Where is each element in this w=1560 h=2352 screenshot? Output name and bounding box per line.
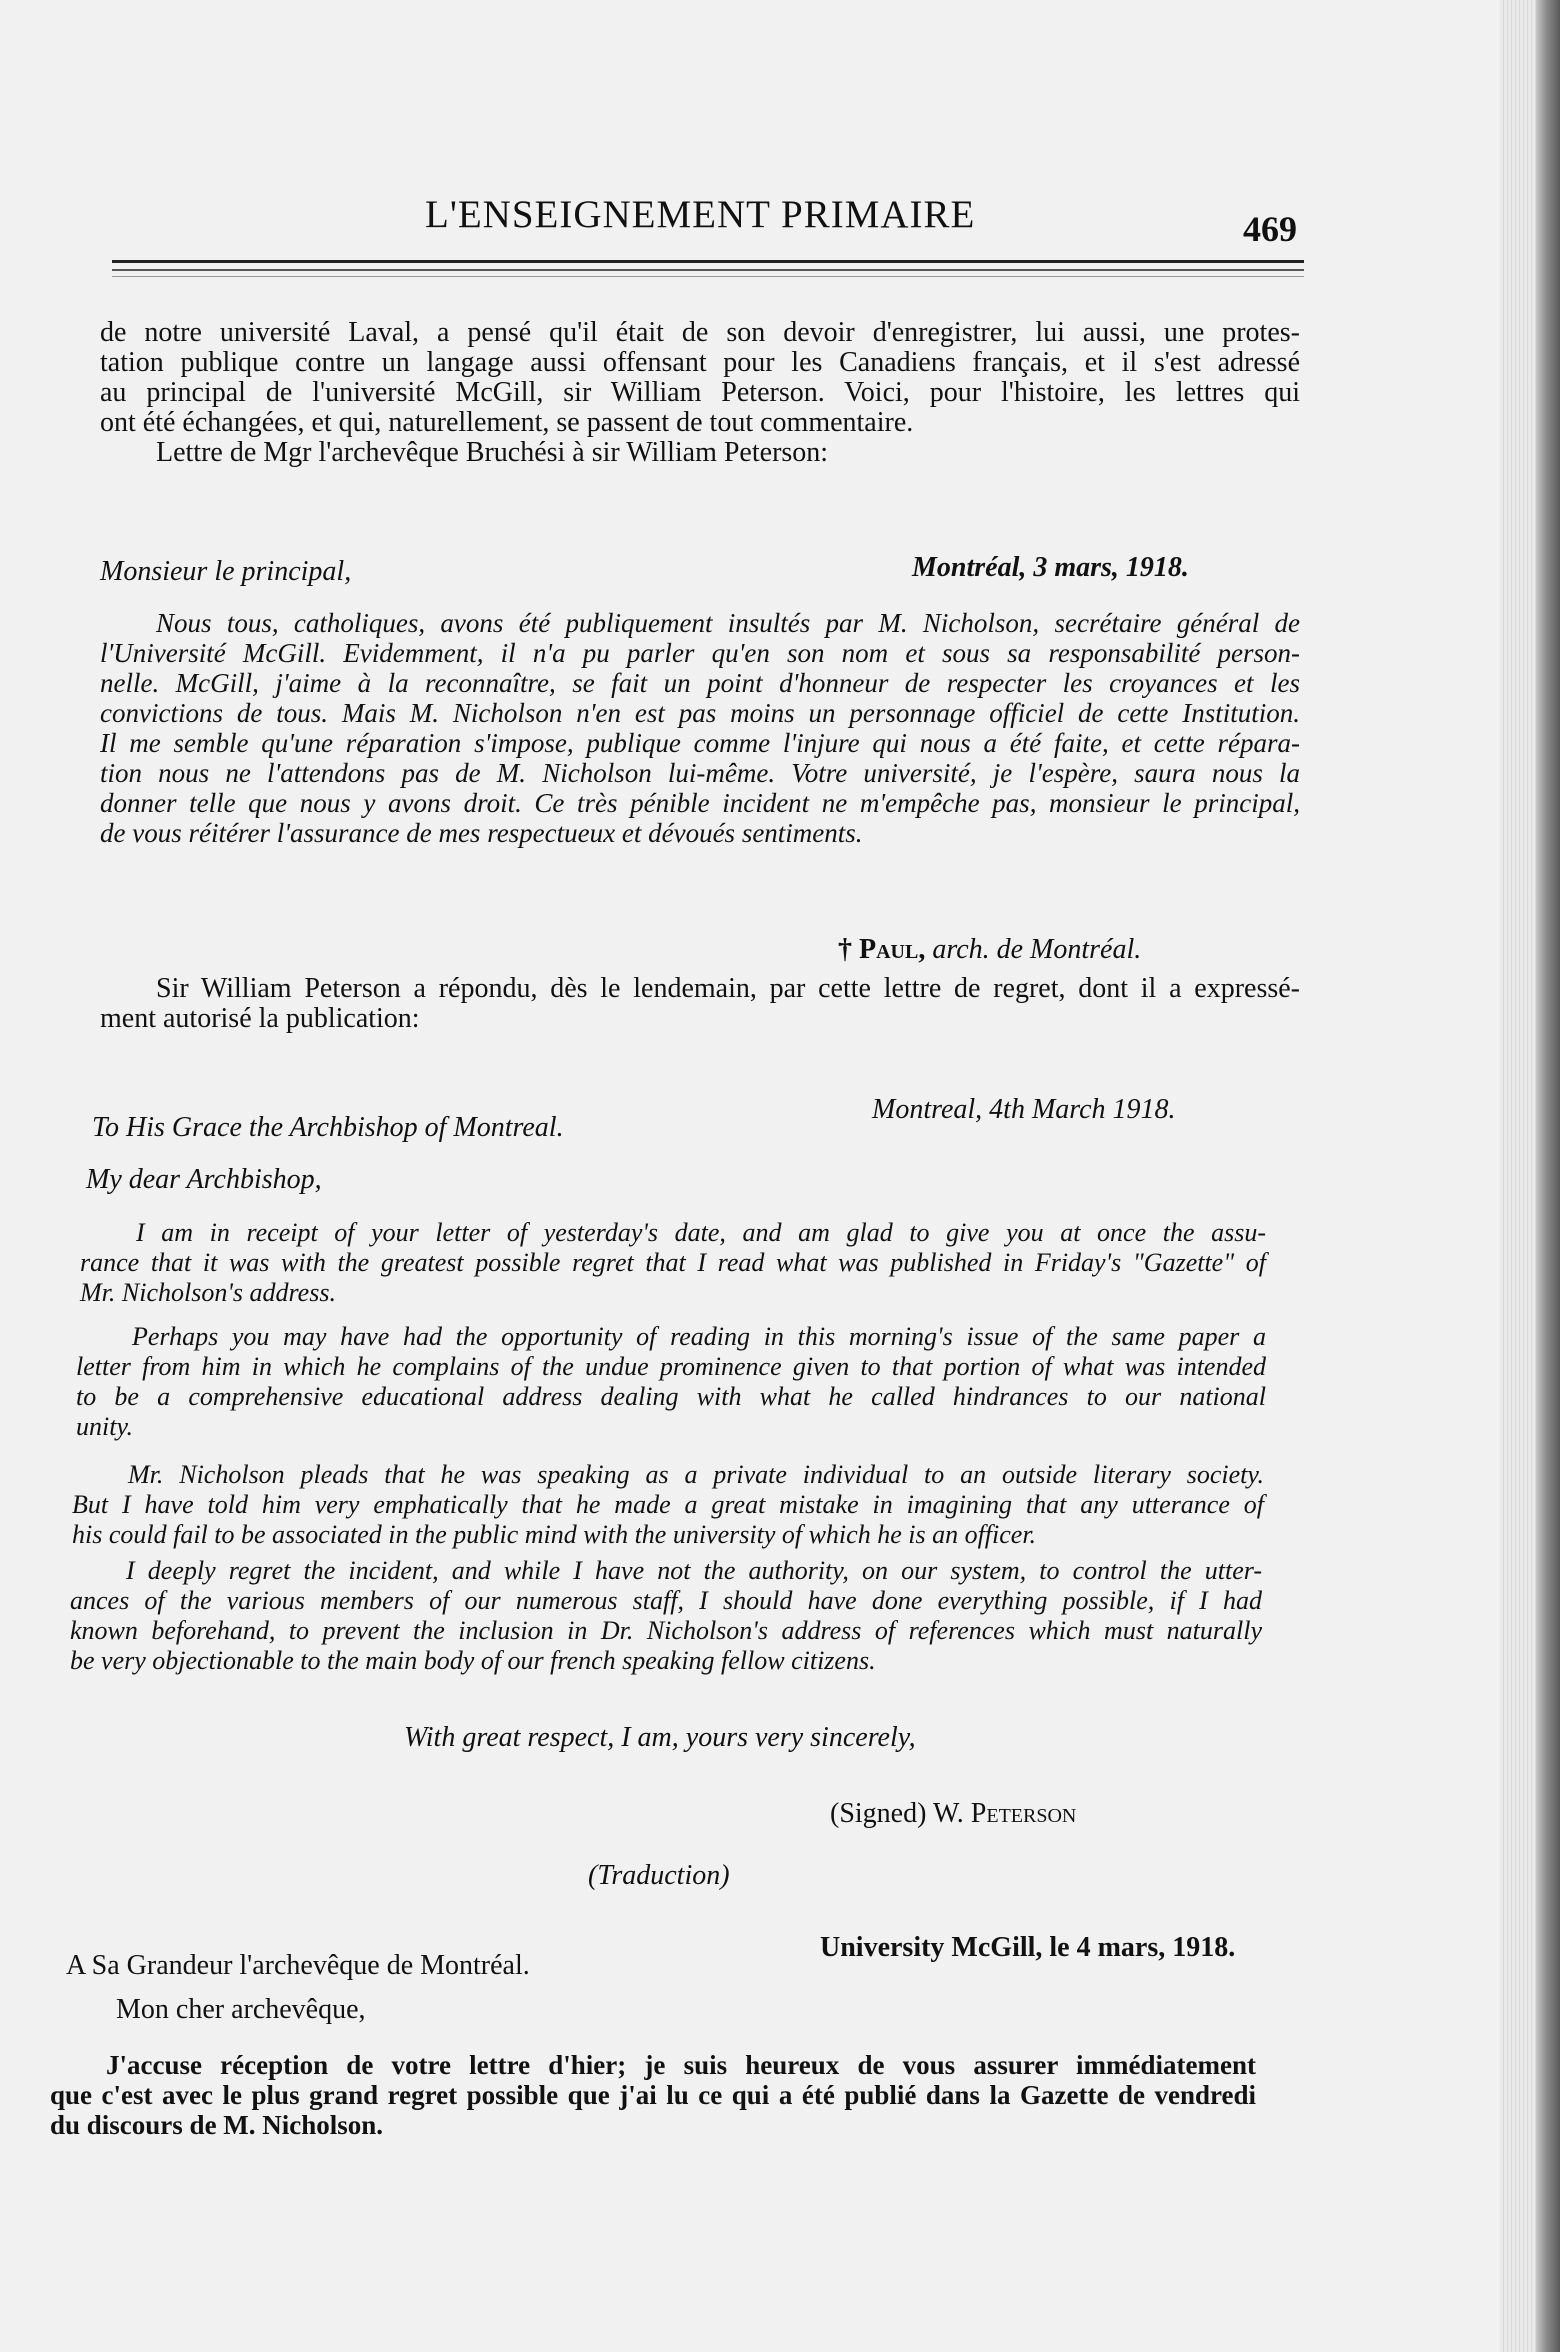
text-line: de vous réitérer l'assurance de mes respectueux et dévoués sentiments. [100,818,863,848]
letter1-signature [838,934,1141,966]
signer-name: Peterson [970,1798,1077,1829]
text-line: l'Université McGill. Evidemment, il n'a pu parler qu'en son nom et sous sa responsabilité person- [100,638,1300,668]
text-line: known beforehand, to prevent the inclusion in Dr. Nicholson's address of references which must naturally [70,1616,1262,1645]
header-rule [112,276,1304,277]
cross-symbol: † [838,934,852,965]
text-line: his could fail to be associated in the public mind with the university of which he is an officer. [72,1520,1037,1549]
signer-initial: W. [932,1798,964,1829]
translation-body [50,2050,1256,2140]
text-line: But I have told him very emphatically that he made a great mistake in imagining that any utterance of [72,1490,1264,1519]
letter2-signature [830,1798,1076,1830]
translation-addressee: A Sa Grandeur l'archevêque de Montréal. [66,1950,530,1981]
text-line: donner telle que nous y avons droit. Ce très pénible incident ne m'empêche pas, monsieur le principal, [100,788,1300,818]
translation-date: University McGill, le 4 mars, 1918. [820,1932,1236,1963]
text-line: Il me semble qu'une réparation s'impose, publique comme l'injure qui nous a été faite, et cette répara- [100,728,1300,758]
letter2-closing: With great respect, I am, yours very sincerely, [404,1722,916,1753]
text-line: convictions de tous. Mais M. Nicholson n'en est pas moins un personnage officiel de cette Institution. [100,698,1300,728]
letter2-paragraph-2 [76,1322,1266,1442]
text-line: du discours de M. Nicholson. [50,2110,384,2140]
letter1-salutation: Monsieur le principal, [100,556,352,587]
text-line: letter from him in which he complains of the undue prominence given to that portion of what was intended [76,1352,1266,1381]
page-number: 469 [1243,209,1297,249]
text-line: I am in receipt of your letter of yesterday's date, and am glad to give you at once the assu- [136,1218,1266,1247]
letter1-body [100,608,1300,848]
letter2-paragraph-1 [80,1218,1266,1308]
translation-heading: (Traduction) [588,1860,730,1891]
text-line: be very objectionable to the main body of our french speaking fellow citizens. [70,1646,876,1675]
text-line: nelle. McGill, j'aime à la reconnaître, se fait un point d'honneur de respecter les croyances et les [100,668,1300,698]
text-line: tion nous ne l'attendons pas de M. Nicholson lui-même. Votre université, je l'espère, saura nous la [100,758,1300,788]
text-line: to be a comprehensive educational address dealing with what he called hindrances to our national [76,1382,1266,1411]
text-line: Perhaps you may have had the opportunity of reading in this morning's issue of the same paper a [132,1322,1266,1351]
text-line: J'accuse réception de votre lettre d'hier; je suis heureux de vous assurer immédiatement [106,2050,1256,2080]
running-header-title: L'ENSEIGNEMENT PRIMAIRE [425,193,976,236]
text-line: ment autorisé la publication: [100,1003,420,1034]
text-line: que c'est avec le plus grand regret possible que j'ai lu ce qui a été publié dans la Gazette de vendredi [50,2080,1256,2110]
text-line: unity. [76,1412,134,1441]
text-line: ont été échangées, et qui, naturellement, se passent de tout commentaire. [100,407,914,438]
text-line: rance that it was with the greatest possible regret that I read what was published in Friday's "Gazette" of [80,1248,1266,1277]
letter2-paragraph-3 [72,1460,1264,1550]
transition-paragraph [100,974,1300,1034]
intro-paragraph [100,318,1300,468]
text-line: Mr. Nicholson's address. [80,1278,336,1307]
book-page-edges [1500,0,1536,2352]
text-line: Sir William Peterson a répondu, dès le lendemain, par cette lettre de regret, dont il a expressé- [156,973,1300,1004]
text-line: I deeply regret the incident, and while I have not the authority, on our system, to control the utter- [126,1556,1262,1585]
text-line: au principal de l'université McGill, sir William Peterson. Voici, pour l'histoire, les lettres qui [100,377,1300,408]
letter2-salutation: My dear Archbishop, [86,1164,322,1195]
letter1-date: Montréal, 3 mars, 1918. [912,552,1189,583]
text-line: Mr. Nicholson pleads that he was speaking as a private individual to an outside literary society. [128,1460,1264,1489]
text-line: Lettre de Mgr l'archevêque Bruchési à sir William Peterson: [156,437,829,468]
text-line: Nous tous, catholiques, avons été publiquement insultés par M. Nicholson, secrétaire général de [156,608,1300,638]
signed-label: (Signed) [830,1798,927,1829]
letter2-paragraph-4 [70,1556,1262,1676]
text-line: tation publique contre un langage aussi offensant pour les Canadiens français, et il s'est adressé [100,347,1300,378]
header-rule [112,269,1304,271]
book-spine-shadow [1536,0,1560,2352]
header-rule [112,260,1304,263]
signature-title: arch. de Montréal. [932,934,1142,965]
translation-salutation: Mon cher archevêque, [116,1994,366,2025]
letter2-addressee: To His Grace the Archbishop of Montreal. [92,1112,564,1143]
letter2-date: Montreal, 4th March 1918. [872,1094,1176,1125]
text-line: ances of the various members of our numerous staff, I should have done everything possible, if I had [70,1586,1262,1615]
signature-name: Paul, [859,934,926,965]
text-line: de notre université Laval, a pensé qu'il était de son devoir d'enregistrer, lui aussi, une protes- [100,317,1300,348]
